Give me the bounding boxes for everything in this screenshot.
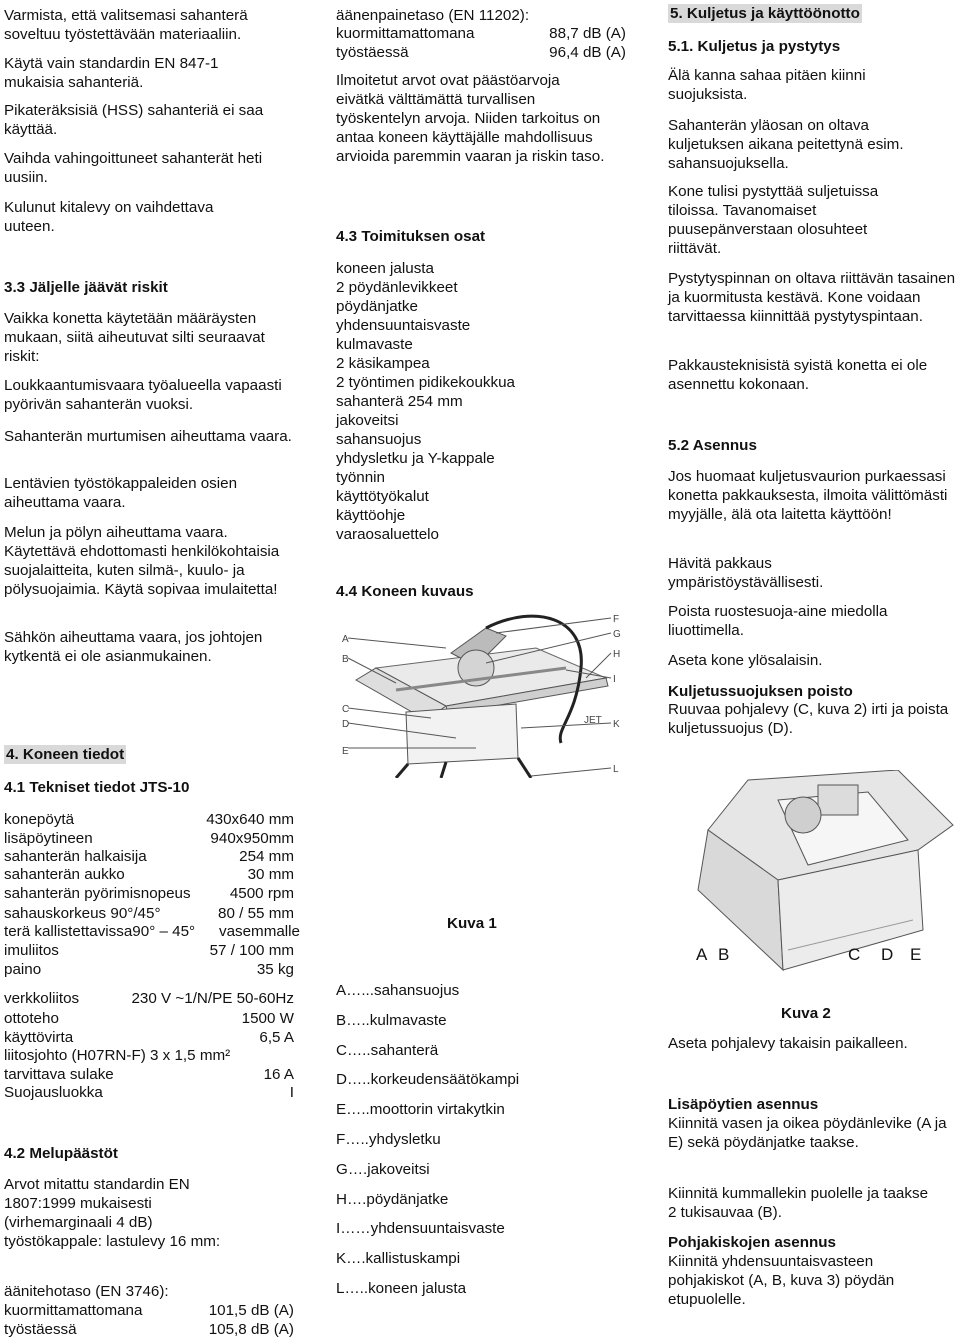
list-item: sahansuojus xyxy=(336,431,422,448)
legend-item: H….pöydänjatke xyxy=(336,1190,449,1208)
figure-label-b: B xyxy=(342,654,349,665)
figure2-label-e: E xyxy=(910,945,922,964)
paragraph-12: Kiinnitä vasen ja oikea pöydänlevike (A ja E) sekä pöydänjatke taakse. xyxy=(668,1115,947,1151)
legend-item: A…...sahansuojus xyxy=(336,982,460,999)
figure-label-i: I xyxy=(613,674,616,685)
legend-item: B…..kulmavaste xyxy=(336,1011,447,1029)
delivery-parts-list xyxy=(336,259,515,544)
spec-row: lisäpöytineen 940x950mm xyxy=(4,830,294,847)
spec-row: paino 35 kg xyxy=(4,961,294,978)
figure-2-caption: Kuva 2 xyxy=(781,1005,831,1022)
base-rails-heading: Pohjakiskojen asennus xyxy=(668,1234,836,1251)
risk-intro: Vaikka konetta käytetään määräysten mukaan, siitä aiheutuvat silti seuraavat riskit: xyxy=(4,310,265,365)
intro-paragraph-5: Kulunut kitalevy on vaihdettava uuteen. xyxy=(4,199,214,235)
figure-1-legend xyxy=(336,976,519,1304)
paragraph-1: Älä kanna sahaa pitäen kiinni suojuksista. xyxy=(668,67,866,103)
noise-note: Ilmoitetut arvot ovat päästöarvoja eivätkä välttämättä turvallisen työskentelyn arvoja. Niiden tarkoitus on antaa koneen käyttäjälle mahdollisuus arvioida paremmin vaaran ja riskin taso. xyxy=(336,72,605,165)
extension-tables-heading: Lisäpöytien asennus xyxy=(668,1096,819,1113)
risk-item-5: Sähkön aiheuttama vaara, jos johtojen kytkentä ei ole asianmukainen. xyxy=(4,629,263,665)
legend-item: E…..moottorin virtakytkin xyxy=(336,1101,505,1119)
elec-row: liitosjohto (H07RN-F) 3 x 1,5 mm² xyxy=(4,1047,231,1064)
sound-power-row: työstäessä 105,8 dB (A) xyxy=(4,1321,294,1338)
paragraph-5: Pakkausteknisistä syistä konetta ei ole asennettu kokonaan. xyxy=(668,357,928,393)
elec-row: Suojausluokka I xyxy=(4,1084,294,1101)
elec-row: tarvittava sulake 16 A xyxy=(4,1066,294,1083)
spec-row: sahauskorkeus 90°/45° 80 / 55 mm xyxy=(4,905,294,922)
intro-paragraph-4: Vaihda vahingoittuneet sahanterät heti uusiin. xyxy=(4,150,263,186)
paragraph-9: Aseta kone ylösalaisin. xyxy=(668,652,823,669)
risk-item-4: Melun ja pölyn aiheuttama vaara. Käytettävä ehdottomasti henkilökohtaisia suojalaitteita, kuten silmä-, kuulo- ja pölysuojaimia. Käytä sopivaa imulaitetta! xyxy=(4,524,280,598)
spec-row: sahanterän halkaisija 254 mm xyxy=(4,848,294,865)
sound-pressure-row: työstäessä 96,4 dB (A) xyxy=(336,44,626,61)
figure-label-d: D xyxy=(342,719,350,730)
paragraph-13: Kiinnitä kummallekin puolelle ja taakse 2 tukisauvaa (B). xyxy=(668,1185,929,1221)
figure-label-k: K xyxy=(613,719,620,730)
figure-label-c: C xyxy=(342,704,350,715)
chapter-heading-4: 4. Koneen tiedot xyxy=(6,746,125,763)
list-item: varaosaluettelo xyxy=(336,526,440,543)
figure-label-l: L xyxy=(613,764,619,775)
legend-item: K….kallistuskampi xyxy=(336,1250,461,1268)
list-item: 2 käsikampea xyxy=(336,355,430,372)
intro-paragraph-2: Käytä vain standardin EN 847-1 mukaisia sahanteriä. xyxy=(4,55,219,91)
list-item: käyttöohje xyxy=(336,507,406,524)
section-heading-4-4: 4.4 Koneen kuvaus xyxy=(336,583,474,600)
figure2-label-a: A xyxy=(696,945,708,964)
legend-item: L…..koneen jalusta xyxy=(336,1279,467,1297)
spec-row: sahanterän pyörimisnopeus 4500 rpm xyxy=(4,885,294,902)
list-item: työnnin xyxy=(336,469,385,486)
figure-label-h: H xyxy=(613,649,621,660)
sound-pressure-row: kuormittamattomana 88,7 dB (A) xyxy=(336,25,626,42)
section-heading-3-3: 3.3 Jäljelle jäävät riskit xyxy=(4,279,168,296)
chapter-heading-5: 5. Kuljetus ja käyttöönotto xyxy=(670,5,860,22)
paragraph-2: Sahanterän yläosan on oltava kuljetuksen aikana peitettynä esim. sahansuojuksella. xyxy=(668,117,904,172)
figure2-label-d: D xyxy=(881,945,894,964)
paragraph-7: Hävitä pakkaus ympäristöystävällisesti. xyxy=(668,555,824,591)
list-item: yhdysletku ja Y-kappale xyxy=(336,450,495,467)
list-item: pöydänjatke xyxy=(336,298,418,315)
paragraph-14: Kiinnitä yhdensuuntaisvasteen pohjakiskot (A, B, kuva 3) pöydän etupuolelle. xyxy=(668,1253,895,1308)
sound-power-title: äänitehotaso (EN 3746): xyxy=(4,1283,169,1300)
figure-label-a: A xyxy=(342,634,349,645)
elec-row: käyttövirta 6,5 A xyxy=(4,1029,294,1046)
figure-label-f: F xyxy=(613,614,620,625)
section-heading-5-1: 5.1. Kuljetus ja pystytys xyxy=(668,38,841,55)
risk-item-2: Sahanterän murtumisen aiheuttama vaara. xyxy=(4,428,292,445)
intro-paragraph-3: Pikateräksisiä (HSS) sahanteriä ei saa käyttää. xyxy=(4,102,264,138)
intro-paragraph-1: Varmista, että valitsemasi sahanterä soveltuu työstettävään materiaaliin. xyxy=(4,7,248,43)
list-item: 2 työntimen pidikekoukkua xyxy=(336,374,515,391)
paragraph-4: Pystytyspinnan on oltava riittävän tasainen ja kuormitusta kestävä. Kone voidaan tarvittaessa kiinnittää pystytyspintaan. xyxy=(668,270,956,325)
sound-power-row: kuormittamattomana 101,5 dB (A) xyxy=(4,1302,294,1319)
upside-down-saw-figure xyxy=(668,770,958,995)
figure-label-g: G xyxy=(613,629,621,640)
list-item: 2 pöydänlevikkeet xyxy=(336,279,458,296)
risk-item-3: Lentävien työstökappaleiden osien aiheuttama vaara. xyxy=(4,475,238,511)
legend-item: C…..sahanterä xyxy=(336,1041,439,1059)
table-saw-figure xyxy=(336,608,636,778)
risk-item-1: Loukkaantumisvaara työalueella vapaasti pyörivän sahanterän vuoksi. xyxy=(4,377,282,413)
sound-pressure-title: äänenpainetaso (EN 11202): xyxy=(336,7,530,24)
brand-label: JET xyxy=(584,715,602,726)
figure-label-e: E xyxy=(342,746,349,757)
elec-row: verkkoliitos 230 V ~1/N/PE 50-60Hz xyxy=(4,990,294,1007)
figure2-label-c: C xyxy=(848,945,861,964)
transport-guard-heading: Kuljetussuojuksen poisto xyxy=(668,683,853,700)
list-item: koneen jalusta xyxy=(336,260,434,277)
list-item: yhdensuuntaisvaste xyxy=(336,317,471,334)
noise-intro: Arvot mitattu standardin EN 1807:1999 mukaisesti (virhemarginaali 4 dB) työstökappale: lastulevy 16 mm: xyxy=(4,1176,221,1250)
legend-item: G….jakoveitsi xyxy=(336,1160,430,1178)
figure2-label-b: B xyxy=(718,945,730,964)
list-item: käyttötyökalut xyxy=(336,488,429,505)
paragraph-3: Kone tulisi pystyttää suljetuissa tiloissa. Tavanomaiset puusepänverstaan olosuhteet riittävät. xyxy=(668,183,879,257)
paragraph-10: Ruuvaa pohjalevy (C, kuva 2) irti ja poista kuljetussuojus (D). xyxy=(668,701,949,737)
figure-1-caption: Kuva 1 xyxy=(447,915,497,932)
spec-row: terä kallistettavissa90° – 45° vasemmalle xyxy=(4,923,300,940)
legend-item: D…..korkeudensäätökampi xyxy=(336,1071,520,1089)
spec-row: konepöytä 430x640 mm xyxy=(4,811,294,828)
legend-item: F…..yhdysletku xyxy=(336,1130,441,1148)
list-item: jakoveitsi xyxy=(336,412,399,429)
legend-item: I……yhdensuuntaisvaste xyxy=(336,1220,505,1238)
paragraph-6: Jos huomaat kuljetusvaurion purkaessasi konetta pakkauksesta, ilmoita välittömästi myyjälle, älä ota laitetta käyttöön! xyxy=(668,468,948,523)
section-heading-4-1: 4.1 Tekniset tiedot JTS-10 xyxy=(4,779,190,796)
list-item: sahanterä 254 mm xyxy=(336,393,463,410)
section-heading-4-3: 4.3 Toimituksen osat xyxy=(336,228,486,245)
paragraph-11: Aseta pohjalevy takaisin paikalleen. xyxy=(668,1035,908,1052)
elec-row: ottoteho 1500 W xyxy=(4,1010,294,1027)
spec-row: sahanterän aukko 30 mm xyxy=(4,866,294,883)
section-heading-4-2: 4.2 Melupäästöt xyxy=(4,1145,118,1162)
list-item: kulmavaste xyxy=(336,336,413,353)
paragraph-8: Poista ruostesuoja-aine miedolla liuottimella. xyxy=(668,603,888,639)
spec-row: imuliitos 57 / 100 mm xyxy=(4,942,294,959)
section-heading-5-2: 5.2 Asennus xyxy=(668,437,757,454)
